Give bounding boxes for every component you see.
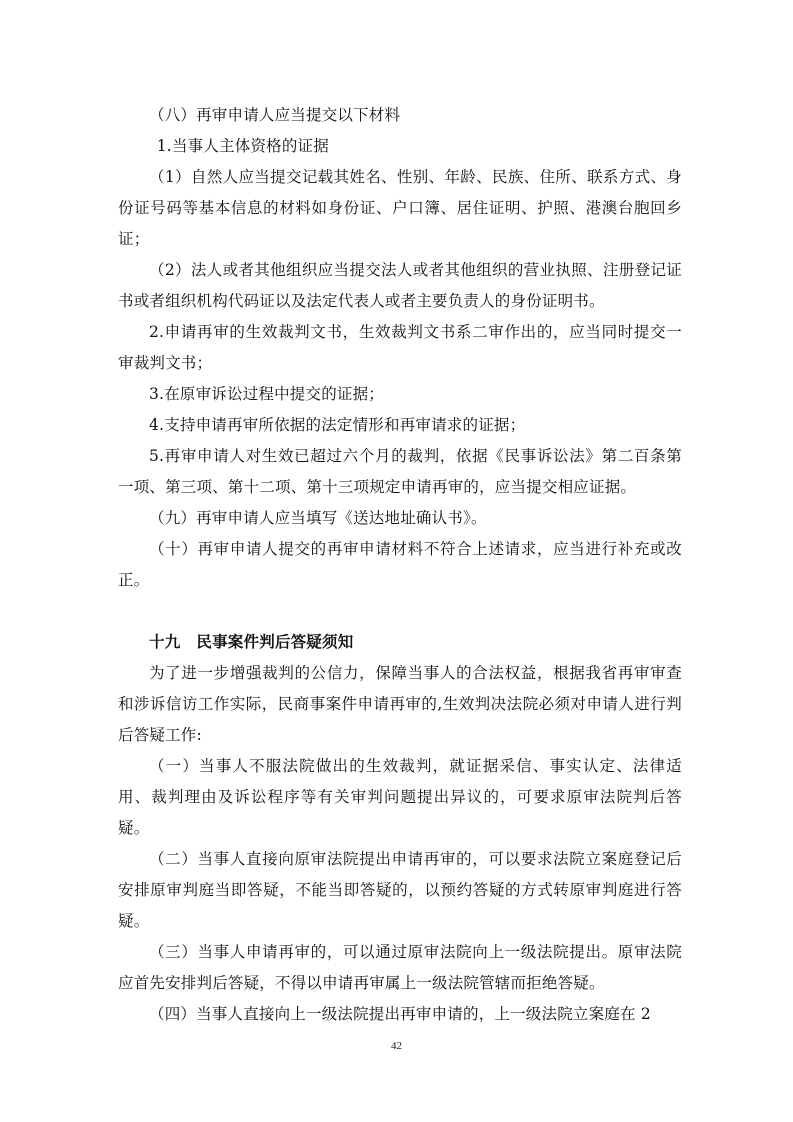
section-8-item-3: 3.在原审诉讼过程中提交的证据；: [149, 385, 384, 403]
section-gap: [118, 596, 682, 627]
section-8-item-5: 5.再审申请人对生效已超过六个月的裁判，依据《民事诉讼法》第二百条第一项、第三项、第十二项、第十三项规定申请再审的，应当提交相应证据。: [118, 447, 682, 496]
section-19-intro: 为了进一步增强裁判的公信力，保障当事人的合法权益，根据我省再审审查和涉诉信访工作实际，民商事案件申请再审的,生效判决法院必须对申请人进行判后答疑工作:: [118, 664, 682, 744]
section-19-paragraph-1: （一）当事人不服法院做出的生效裁判，就证据采信、事实认定、法律适用、裁判理由及诉讼程序等有关审判问题提出异议的，可要求原审法院判后答疑。: [118, 757, 682, 837]
section-10-paragraph: （十）再审申请人提交的再审申请材料不符合上述请求，应当进行补充或改正。: [118, 540, 682, 589]
section-19-paragraph-3: （三）当事人申请再审的，可以通过原审法院向上一级法院提出。原审法院应首先安排判后答疑，不得以申请再审属上一级法院管辖而拒绝答疑。: [118, 943, 682, 992]
section-19-number: 十九: [149, 633, 181, 651]
section-19-paragraph-2: （二）当事人直接向原审法院提出申请再审的，可以要求法院立案庭登记后安排原审判庭当即答疑，不能当即答疑的，以预约答疑的方式转原审判庭进行答疑。: [118, 850, 682, 930]
section-8-item-1-sub-1: （1）自然人应当提交记载其姓名、性别、年龄、民族、住所、联系方式、身份证号码等基本信息的材料如身份证、户口簿、居住证明、护照、港澳台胞回乡证；: [118, 168, 682, 248]
section-9-paragraph: （九）再审申请人应当填写《送达地址确认书》。: [149, 509, 487, 527]
section-19-heading: [118, 627, 682, 658]
document-body: [118, 100, 682, 1030]
page-number: 42: [391, 1040, 402, 1052]
section-8-item-4: 4.支持申请再审所依据的法定情形和再审请求的证据；: [149, 416, 526, 434]
section-19-paragraph-4: （四）当事人直接向上一级法院提出再审申请的，上一级法院立案庭在 2: [149, 1005, 651, 1023]
section-8-item-1-sub-2: （2）法人或者其他组织应当提交法人或者其他组织的营业执照、注册登记证书或者组织机构代码证以及法定代表人或者主要负责人的身份证明书。: [118, 261, 682, 310]
section-8-item-1: 1.当事人主体资格的证据: [156, 137, 329, 155]
section-8-title: （八）再审申请人应当提交以下材料: [149, 106, 401, 124]
section-19-title: 民事案件判后答疑须知: [196, 633, 354, 651]
section-8-item-2: 2.申请再审的生效裁判文书，生效裁判文书系二审作出的，应当同时提交一审裁判文书；: [118, 323, 682, 372]
